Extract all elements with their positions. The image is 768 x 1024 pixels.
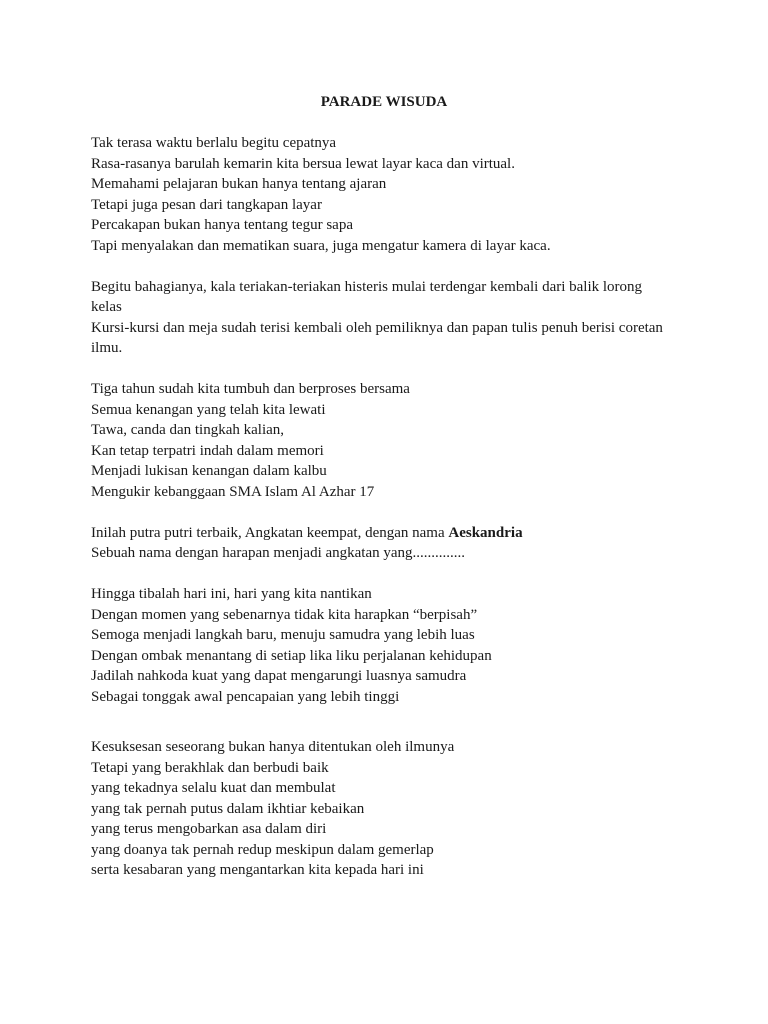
stanza-5	[91, 584, 691, 707]
poem-line: yang doanya tak pernah redup meskipun dalam gemerlap	[91, 841, 434, 858]
poem-line: Tetapi juga pesan dari tangkapan layar	[91, 196, 322, 213]
poem-line: Tawa, canda dan tingkah kalian,	[91, 422, 285, 438]
stanza-gap	[91, 502, 691, 523]
poem-line: Kesuksesan seseorang bukan hanya ditentukan oleh ilmunya	[91, 739, 455, 755]
poem-line: Menjadi lukisan kenangan dalam kalbu	[91, 463, 327, 479]
poem-line-text: Inilah putra putri terbaik, Angkatan keempat, dengan nama	[91, 524, 449, 541]
document-title: PARADE WISUDA	[320, 94, 448, 110]
poem-line	[91, 523, 691, 544]
poem-line: Rasa-rasanya barulah kemarin kita bersua lewat layar kaca dan virtual.	[91, 155, 515, 172]
poem-line: Dengan ombak menantang di setiap lika liku perjalanan kehidupan	[91, 647, 492, 664]
stanza-4	[91, 523, 691, 564]
poem-line: Kan tetap terpatri indah dalam memori	[91, 442, 324, 459]
stanza-gap	[91, 707, 691, 737]
stanza-1	[91, 133, 691, 256]
poem-line: kelas	[91, 299, 122, 315]
poem-line: Semua kenangan yang telah kita lewati	[91, 401, 326, 418]
poem-line: Kursi-kursi dan meja sudah terisi kembali oleh pemiliknya dan papan tulis penuh berisi coretan	[91, 319, 663, 336]
poem-line: serta kesabaran yang mengantarkan kita kepada hari ini	[91, 862, 424, 878]
poem-line: Sebagai tonggak awal pencapaian yang lebih tinggi	[91, 688, 400, 705]
poem-line: yang terus mengobarkan asa dalam diri	[91, 821, 327, 837]
poem-line: yang tak pernah putus dalam ikhtiar kebaikan	[91, 800, 365, 817]
poem-line: Jadilah nahkoda kuat yang dapat mengarungi luasnya samudra	[91, 668, 467, 684]
poem-line: Semoga menjadi langkah baru, menuju samudra yang lebih luas	[91, 627, 475, 643]
poem-line: yang tekadnya selalu kuat dan membulat	[91, 780, 336, 796]
poem-line: Tak terasa waktu berlalu begitu cepatnya	[91, 135, 337, 151]
poem-line: Percakapan bukan hanya tentang tegur sapa	[91, 217, 353, 233]
class-name-bold: Aeskandria	[448, 524, 523, 541]
stanza-6	[91, 737, 691, 881]
poem-line: Tiga tahun sudah kita tumbuh dan berproses bersama	[91, 381, 410, 397]
poem-line: ilmu.	[91, 340, 123, 356]
stanza-gap	[91, 256, 691, 277]
poem-line: Tetapi yang berakhlak dan berbudi baik	[91, 759, 329, 776]
stanza-gap	[91, 564, 691, 585]
stanza-2	[91, 277, 691, 359]
poem-line: Dengan momen yang sebenarnya tidak kita harapkan “berpisah”	[91, 606, 478, 623]
poem-line: Memahami pelajaran bukan hanya tentang ajaran	[91, 176, 387, 192]
poem-line: Hingga tibalah hari ini, hari yang kita nantikan	[91, 586, 372, 602]
poem-line: Sebuah nama dengan harapan menjadi angkatan yang..............	[91, 545, 466, 561]
poem-line: Begitu bahagianya, kala teriakan-teriakan histeris mulai terdengar kembali dari balik lorong	[91, 278, 643, 295]
poem-body	[91, 133, 691, 881]
stanza-gap	[91, 359, 691, 380]
poem-line: Tapi menyalakan dan mematikan suara, juga mengatur kamera di layar kaca.	[91, 237, 551, 254]
poem-line: Mengukir kebanggaan SMA Islam Al Azhar 17	[91, 483, 375, 500]
stanza-3	[91, 379, 691, 502]
